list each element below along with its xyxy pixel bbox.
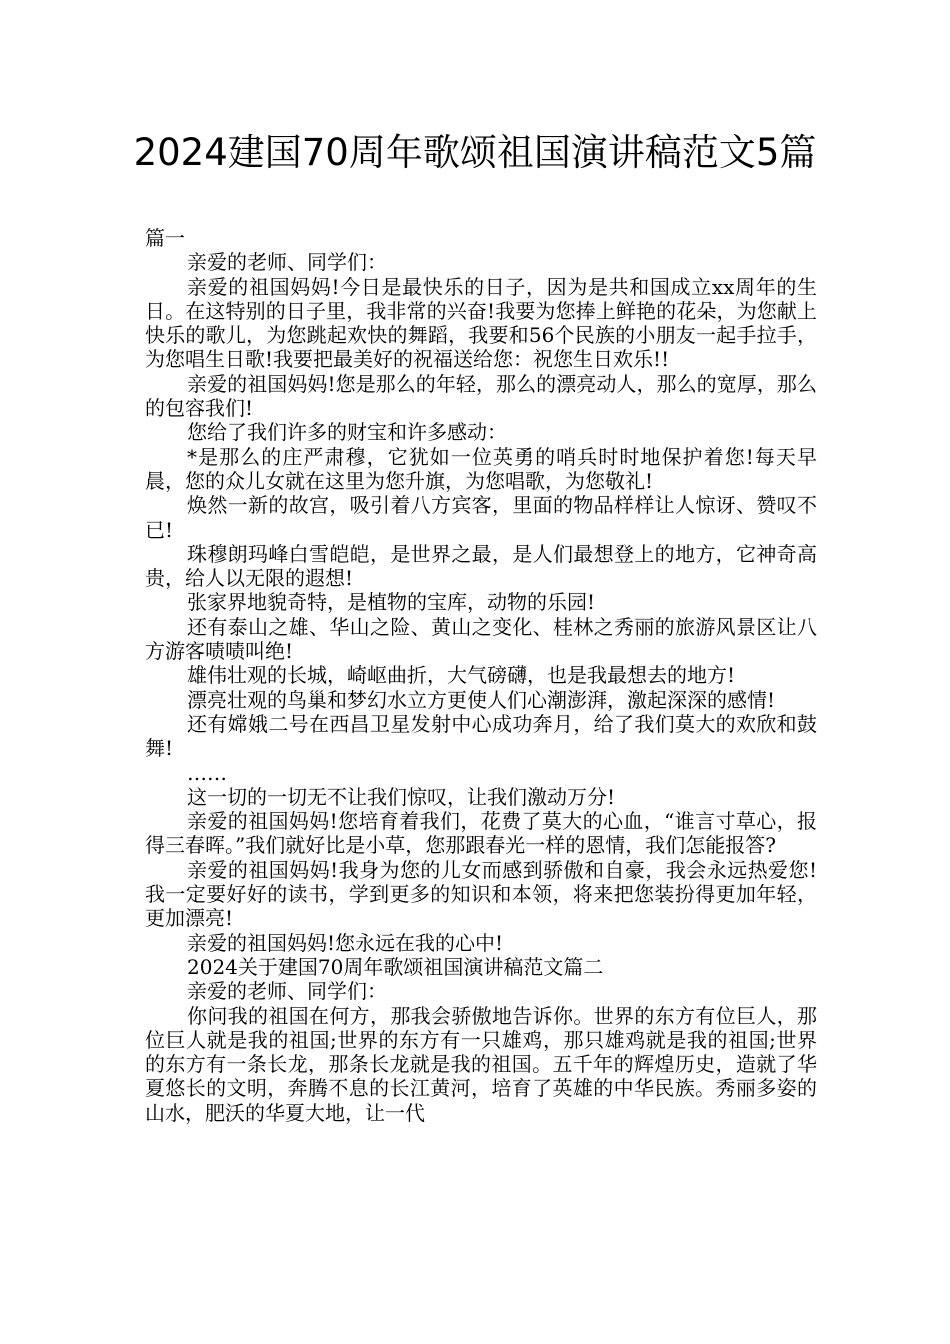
paragraph: 雄伟壮观的长城，崎岖曲折，大气磅礴，也是我最想去的地方! <box>187 663 736 688</box>
paragraph: 篇一 <box>145 226 185 250</box>
paragraph: 还有泰山之雄、华山之险、黄山之变化、桂林之秀丽的旅游风景区让八方游客啧啧叫绝! <box>145 614 817 664</box>
paragraph: 亲爱的祖国妈妈!我身为您的儿女而感到骄傲和自豪，我会永远热爱您!我一定要好好的读书，学到更多的知识和本领，将来把您装扮得更加年轻，更加漂亮! <box>145 857 817 931</box>
paragraph: …… <box>187 760 227 785</box>
paragraph: 漂亮壮观的鸟巢和梦幻水立方更使人们心潮澎湃，激起深深的感情! <box>187 687 776 712</box>
paragraph: 焕然一新的故宫，吸引着八方宾客，里面的物品样样让人惊讶、赞叹不已! <box>145 493 817 542</box>
paragraph: 还有嫦娥二号在西昌卫星发射中心成功奔月，给了我们莫大的欢欣和鼓舞! <box>145 711 817 761</box>
paragraph: *是那么的庄严肃穆，它犹如一位英勇的哨兵时时地保护着您!每天早晨，您的众儿女就在这里为您升旗，为您唱歌，为您敬礼! <box>145 444 817 493</box>
paragraph: 这一切的一切无不让我们惊叹，让我们激动万分! <box>187 784 616 809</box>
paragraph: 珠穆朗玛峰白雪皑皑，是世界之最，是人们最想登上的地方，它神奇高贵，给人以无限的遐想! <box>145 541 817 591</box>
paragraph: 亲爱的祖国妈妈!您是那么的年轻，那么的漂亮动人，那么的宽厚，那么的包容我们! <box>145 371 817 421</box>
paragraph: 您给了我们许多的财宝和许多感动： <box>187 420 507 445</box>
paragraph: 你问我的祖国在何方，那我会骄傲地告诉你。世界的东方有位巨人，那位巨人就是我的祖国;世界的东方有一只雄鸡，那只雄鸡就是我的祖国;世界的东方有一条长龙，那条长龙就是我的祖国。五千年的辉煌历史，造就了华夏悠长的文明，奔腾不息的长江黄河，培育了英雄的中华民族。秀丽多姿的山水，肥沃的华夏大地，让一代 <box>145 1003 817 1125</box>
paragraph: 亲爱的祖国妈妈!今日是最快乐的日子，因为是共和国成立xx周年的生日。在这特别的日子里，我非常的兴奋!我要为您捧上鲜艳的花朵，为您献上快乐的歌儿，为您跳起欢快的舞蹈，我要和56个民族的小朋友一起手拉手，为您唱生日歌!我要把最美好的祝福送给您：祝您生日欢乐!! <box>145 274 817 372</box>
paragraph: 亲爱的老师、同学们： <box>187 979 387 1004</box>
document-title: 2024建国70周年歌颂祖国演讲稿范文5篇 <box>133 131 817 174</box>
paragraph: 2024关于建国70周年歌颂祖国演讲稿范文篇二 <box>187 954 604 979</box>
paragraph: 亲爱的老师、同学们： <box>187 250 387 275</box>
paragraph: 亲爱的祖国妈妈!您培育着我们，花费了莫大的心血，“谁言寸草心，报得三春晖。”我们就好比是小草，您那跟春光一样的恩情，我们怎能报答? <box>145 809 817 858</box>
document-body <box>145 226 817 1125</box>
paragraph: 亲爱的祖国妈妈!您永远在我的心中! <box>187 930 504 955</box>
paragraph: 张家界地貌奇特，是植物的宝库，动物的乐园! <box>187 590 596 615</box>
